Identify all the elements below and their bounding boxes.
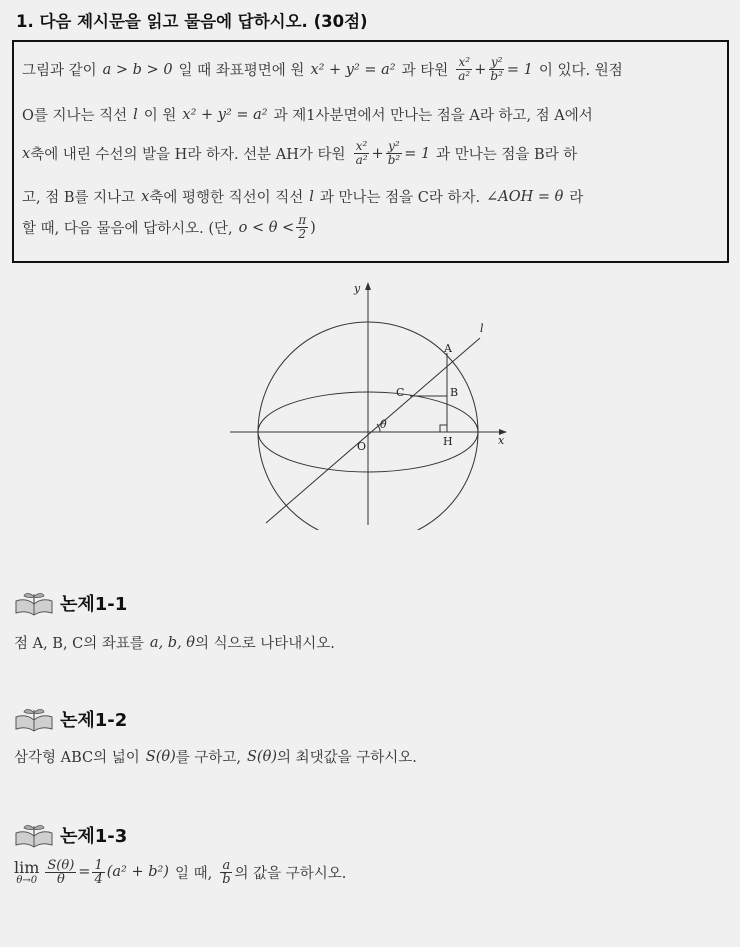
section-heading-1 bbox=[14, 590, 127, 616]
text: 의 최댓값을 구하시오. bbox=[276, 750, 417, 766]
math-op: = bbox=[78, 864, 91, 880]
math-expr: (a² + b²) bbox=[106, 864, 169, 880]
frac-den: a² bbox=[355, 153, 368, 167]
section-heading-text: 논제1-3 bbox=[60, 826, 128, 847]
fraction bbox=[456, 56, 472, 83]
math-var: x bbox=[22, 145, 31, 162]
frac-num: a bbox=[222, 857, 231, 873]
geometry-figure bbox=[228, 280, 518, 530]
frac-num: 1 bbox=[94, 857, 103, 873]
section-heading-3 bbox=[14, 822, 127, 848]
math-circle-eq: x² + y² = a² bbox=[182, 106, 268, 123]
text: 과 제1사분면에서 만나는 점을 A라 하고, 점 A에서 bbox=[273, 108, 593, 124]
math-var: l bbox=[309, 188, 314, 205]
text: 고, 점 B를 지나고 bbox=[22, 190, 136, 206]
label-a: A bbox=[444, 342, 452, 355]
frac-num: x² bbox=[355, 139, 368, 153]
text: 이 있다. 원점 bbox=[538, 63, 623, 79]
problem-statement-box bbox=[12, 40, 729, 263]
book-sprout-icon bbox=[14, 706, 54, 732]
text: 점 A, B, C의 좌표를 bbox=[14, 636, 144, 652]
fraction bbox=[220, 859, 232, 886]
text: 할 때, 다음 물음에 답하시오. (단, bbox=[22, 221, 233, 237]
math-op: + bbox=[474, 61, 487, 78]
label-l: l bbox=[480, 322, 484, 335]
math-op: = 1 bbox=[404, 145, 431, 162]
math-op: + bbox=[371, 145, 384, 162]
section-heading-2 bbox=[14, 706, 127, 732]
lim-sub: θ→0 bbox=[16, 875, 38, 886]
section-heading-text: 논제1-1 bbox=[60, 594, 128, 615]
text: 라 bbox=[569, 190, 584, 206]
text: 축에 평행한 직선이 직선 bbox=[149, 190, 304, 206]
statement-line-1 bbox=[22, 56, 623, 83]
text: 과 만나는 점을 C라 하자. bbox=[319, 190, 481, 206]
y-axis-arrow bbox=[365, 282, 371, 290]
statement-line-3 bbox=[22, 140, 577, 167]
right-angle-mark bbox=[440, 425, 447, 432]
frac-den: b bbox=[222, 871, 231, 887]
text: 일 때, bbox=[174, 865, 213, 882]
text: 의 값을 구하시오. bbox=[234, 865, 347, 882]
math-var: x bbox=[141, 188, 150, 205]
frac-den: θ bbox=[56, 871, 65, 887]
math-var: l bbox=[133, 106, 138, 123]
problem-title: 1. 다음 제시문을 읽고 물음에 답하시오. (30점) bbox=[16, 12, 368, 31]
fraction bbox=[45, 859, 76, 886]
text: 그림과 같이 bbox=[22, 63, 97, 79]
label-x: x bbox=[498, 434, 505, 447]
math-condition: o < θ < bbox=[238, 219, 295, 236]
fraction bbox=[92, 859, 104, 886]
frac-den: 4 bbox=[94, 871, 103, 887]
frac-num: y² bbox=[388, 139, 400, 153]
math-circle-eq: x² + y² = a² bbox=[310, 61, 396, 78]
label-theta: θ bbox=[380, 418, 387, 431]
text: 과 타원 bbox=[401, 63, 449, 79]
text: 과 만나는 점을 B라 하 bbox=[436, 147, 578, 163]
frac-num: π bbox=[298, 213, 307, 227]
label-h: H bbox=[443, 435, 453, 448]
label-y: y bbox=[354, 282, 361, 295]
math-condition: a > b > 0 bbox=[102, 61, 173, 78]
label-o: O bbox=[357, 440, 367, 453]
frac-num: y² bbox=[490, 55, 503, 69]
limit-expression bbox=[14, 858, 39, 886]
statement-line-5 bbox=[22, 214, 316, 241]
section-text-2 bbox=[14, 746, 417, 767]
frac-den: b² bbox=[490, 69, 503, 83]
text: 를 구하고, bbox=[175, 750, 241, 766]
frac-num: S(θ) bbox=[47, 857, 75, 873]
math-s: S(θ) bbox=[247, 748, 277, 765]
statement-line-2 bbox=[22, 104, 593, 125]
section-text-1 bbox=[14, 632, 335, 653]
text: 일 때 좌표평면에 원 bbox=[178, 63, 305, 79]
frac-den: a² bbox=[458, 69, 471, 83]
text: 삼각형 ABC의 넓이 bbox=[14, 750, 140, 766]
statement-line-4 bbox=[22, 186, 583, 207]
fraction bbox=[488, 56, 505, 83]
section-heading-text: 논제1-2 bbox=[60, 710, 128, 731]
fraction bbox=[354, 140, 370, 167]
math-op: = 1 bbox=[506, 61, 533, 78]
lim-word: lim bbox=[14, 858, 40, 877]
text: 이 원 bbox=[143, 108, 177, 124]
label-c: C bbox=[396, 386, 405, 399]
text: 축에 내린 수선의 발을 H라 하자. 선분 AH가 타원 bbox=[30, 147, 346, 163]
line-l bbox=[266, 338, 480, 523]
frac-den: b² bbox=[387, 153, 401, 167]
math-angle: ∠AOH = θ bbox=[486, 188, 564, 205]
text: ) bbox=[310, 219, 316, 236]
book-sprout-icon bbox=[14, 590, 54, 616]
fraction bbox=[386, 140, 403, 167]
frac-den: 2 bbox=[298, 227, 306, 241]
frac-num: x² bbox=[458, 55, 471, 69]
math-s: S(θ) bbox=[145, 748, 176, 765]
text: 의 식으로 나타내시오. bbox=[195, 636, 335, 652]
section-text-3 bbox=[14, 858, 346, 886]
math-vars: a, b, θ bbox=[149, 634, 196, 651]
book-sprout-icon bbox=[14, 822, 54, 848]
text: O를 지나는 직선 bbox=[22, 108, 128, 124]
label-b: B bbox=[450, 386, 459, 399]
fraction bbox=[296, 214, 308, 241]
